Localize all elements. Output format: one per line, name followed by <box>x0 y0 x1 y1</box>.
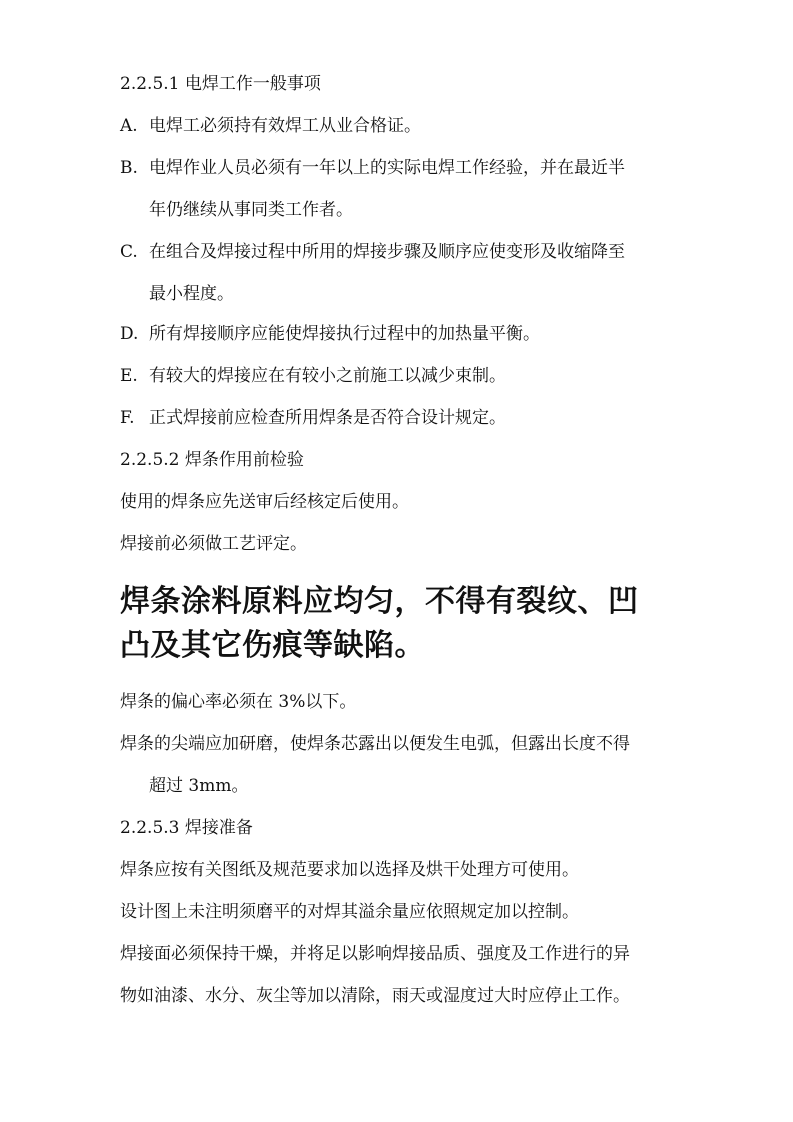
big-heading-line-1: 焊条涂料原料应均匀，不得有裂纹、凹 <box>120 584 639 619</box>
paragraph: 焊条的偏心率必须在 3%以下。 <box>120 692 357 712</box>
paragraph: 焊接面必须保持干燥，并将足以影响焊接品质、强度及工作进行的异 <box>120 944 630 964</box>
list-letter-e: E. <box>120 366 138 386</box>
list-text-b: 电焊作业人员必须有一年以上的实际电焊工作经验，并在最近半 <box>149 158 625 178</box>
list-text-a: 电焊工必须持有效焊工从业合格证。 <box>149 116 421 136</box>
list-letter-a: A. <box>120 116 138 136</box>
list-text-b-cont: 年仍继续从事同类工作者。 <box>149 200 353 220</box>
paragraph: 物如油漆、水分、灰尘等加以清除，雨天或湿度过大时应停止工作。 <box>120 986 630 1006</box>
list-text-e: 有较大的焊接应在有较小之前施工以减少束制。 <box>149 366 506 386</box>
list-text-d: 所有焊接顺序应能使焊接执行过程中的加热量平衡。 <box>149 324 540 344</box>
paragraph: 焊条的尖端应加研磨，使焊条芯露出以便发生电弧，但露出长度不得 <box>120 734 630 754</box>
list-letter-b: B. <box>120 158 138 178</box>
section-2253-heading: 2.2.5.3 焊接准备 <box>120 818 253 838</box>
section-2251-heading: 2.2.5.1 电焊工作一般事项 <box>120 74 321 94</box>
paragraph-cont: 超过 3mm。 <box>149 776 249 796</box>
list-letter-c: C. <box>120 242 138 262</box>
paragraph: 焊接前必须做工艺评定。 <box>120 534 307 554</box>
list-letter-d: D. <box>120 324 139 344</box>
list-letter-f: F. <box>120 408 135 428</box>
big-heading-line-2: 凸及其它伤痕等缺陷。 <box>120 628 425 663</box>
paragraph: 设计图上未注明须磨平的对焊其溢余量应依照规定加以控制。 <box>120 902 579 922</box>
list-text-f: 正式焊接前应检查所用焊条是否符合设计规定。 <box>149 408 506 428</box>
section-2252-heading: 2.2.5.2 焊条作用前检验 <box>120 450 304 470</box>
list-text-c-cont: 最小程度。 <box>149 284 234 304</box>
paragraph: 焊条应按有关图纸及规范要求加以选择及烘干处理方可使用。 <box>120 860 579 880</box>
paragraph: 使用的焊条应先送审后经核定后使用。 <box>120 492 409 512</box>
list-text-c: 在组合及焊接过程中所用的焊接步骤及顺序应使变形及收缩降至 <box>149 242 625 262</box>
